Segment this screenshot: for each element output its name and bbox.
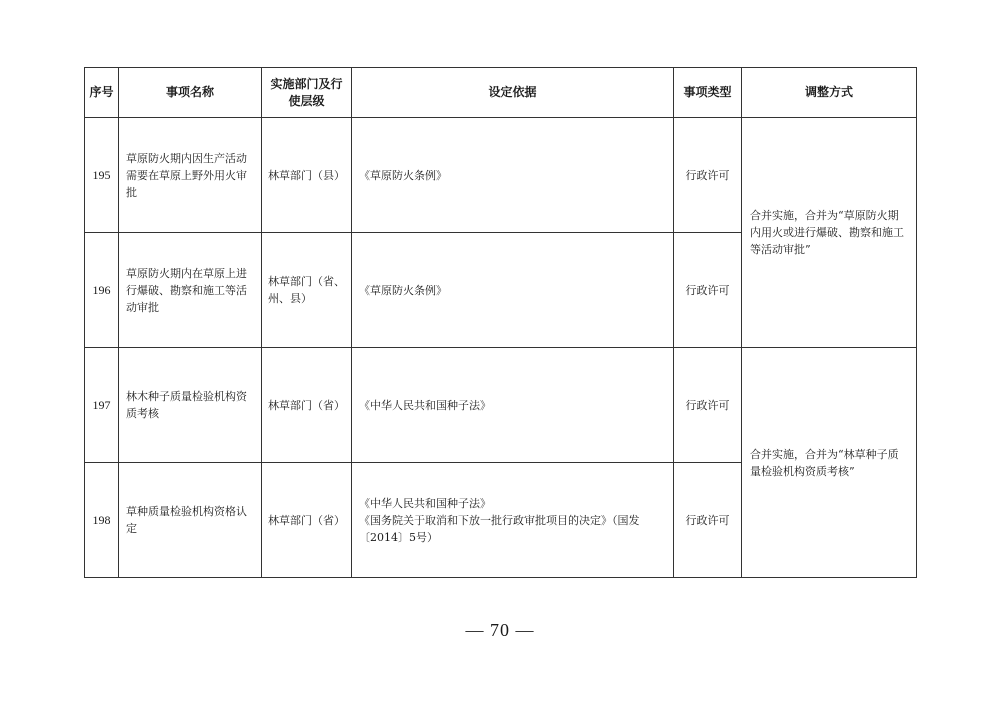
item-type: 行政许可 [674, 463, 742, 578]
item-basis [352, 118, 674, 233]
header-dept: 实施部门及行使层级 [262, 68, 352, 118]
header-adjust: 调整方式 [742, 68, 917, 118]
item-dept: 林草部门（省、州、县） [262, 233, 352, 348]
item-adjustment: 合并实施，合并为“林草种子质量检验机构资质考核” [742, 348, 917, 578]
item-basis [352, 233, 674, 348]
header-basis: 设定依据 [352, 68, 674, 118]
header-type: 事项类型 [674, 68, 742, 118]
item-name: 草原防火期内在草原上进行爆破、勘察和施工等活动审批 [119, 233, 262, 348]
item-type: 行政许可 [674, 348, 742, 463]
basis-line: 《国务院关于取消和下放一批行政审批项目的决定》（国发〔2014〕5号） [359, 513, 640, 544]
item-adjustment: 合并实施，合并为“草原防火期内用火或进行爆破、勘察和施工等活动审批” [742, 118, 917, 348]
item-dept: 林草部门（省） [262, 463, 352, 578]
basis-line: 《草原防火条例》 [359, 168, 447, 182]
basis-line: 《中华人民共和国种子法》 [359, 398, 491, 412]
item-name: 草原防火期内因生产活动需要在草原上野外用火审批 [119, 118, 262, 233]
item-basis [352, 348, 674, 463]
item-name: 草种质量检验机构资格认定 [119, 463, 262, 578]
header-name: 事项名称 [119, 68, 262, 118]
item-type: 行政许可 [674, 233, 742, 348]
row-number: 195 [85, 118, 119, 233]
table-row [85, 348, 917, 463]
item-name: 林木种子质量检验机构资质考核 [119, 348, 262, 463]
header-num: 序号 [85, 68, 119, 118]
item-type: 行政许可 [674, 118, 742, 233]
table-row [85, 118, 917, 233]
row-number: 196 [85, 233, 119, 348]
item-dept: 林草部门（省） [262, 348, 352, 463]
basis-line: 《草原防火条例》 [359, 283, 447, 297]
page-number: — 70 — [465, 620, 535, 640]
table-header-row [85, 68, 917, 118]
basis-line: 《中华人民共和国种子法》 [359, 496, 491, 510]
items-table [84, 67, 917, 578]
row-number: 197 [85, 348, 119, 463]
item-basis [352, 463, 674, 578]
row-number: 198 [85, 463, 119, 578]
item-dept: 林草部门（县） [262, 118, 352, 233]
